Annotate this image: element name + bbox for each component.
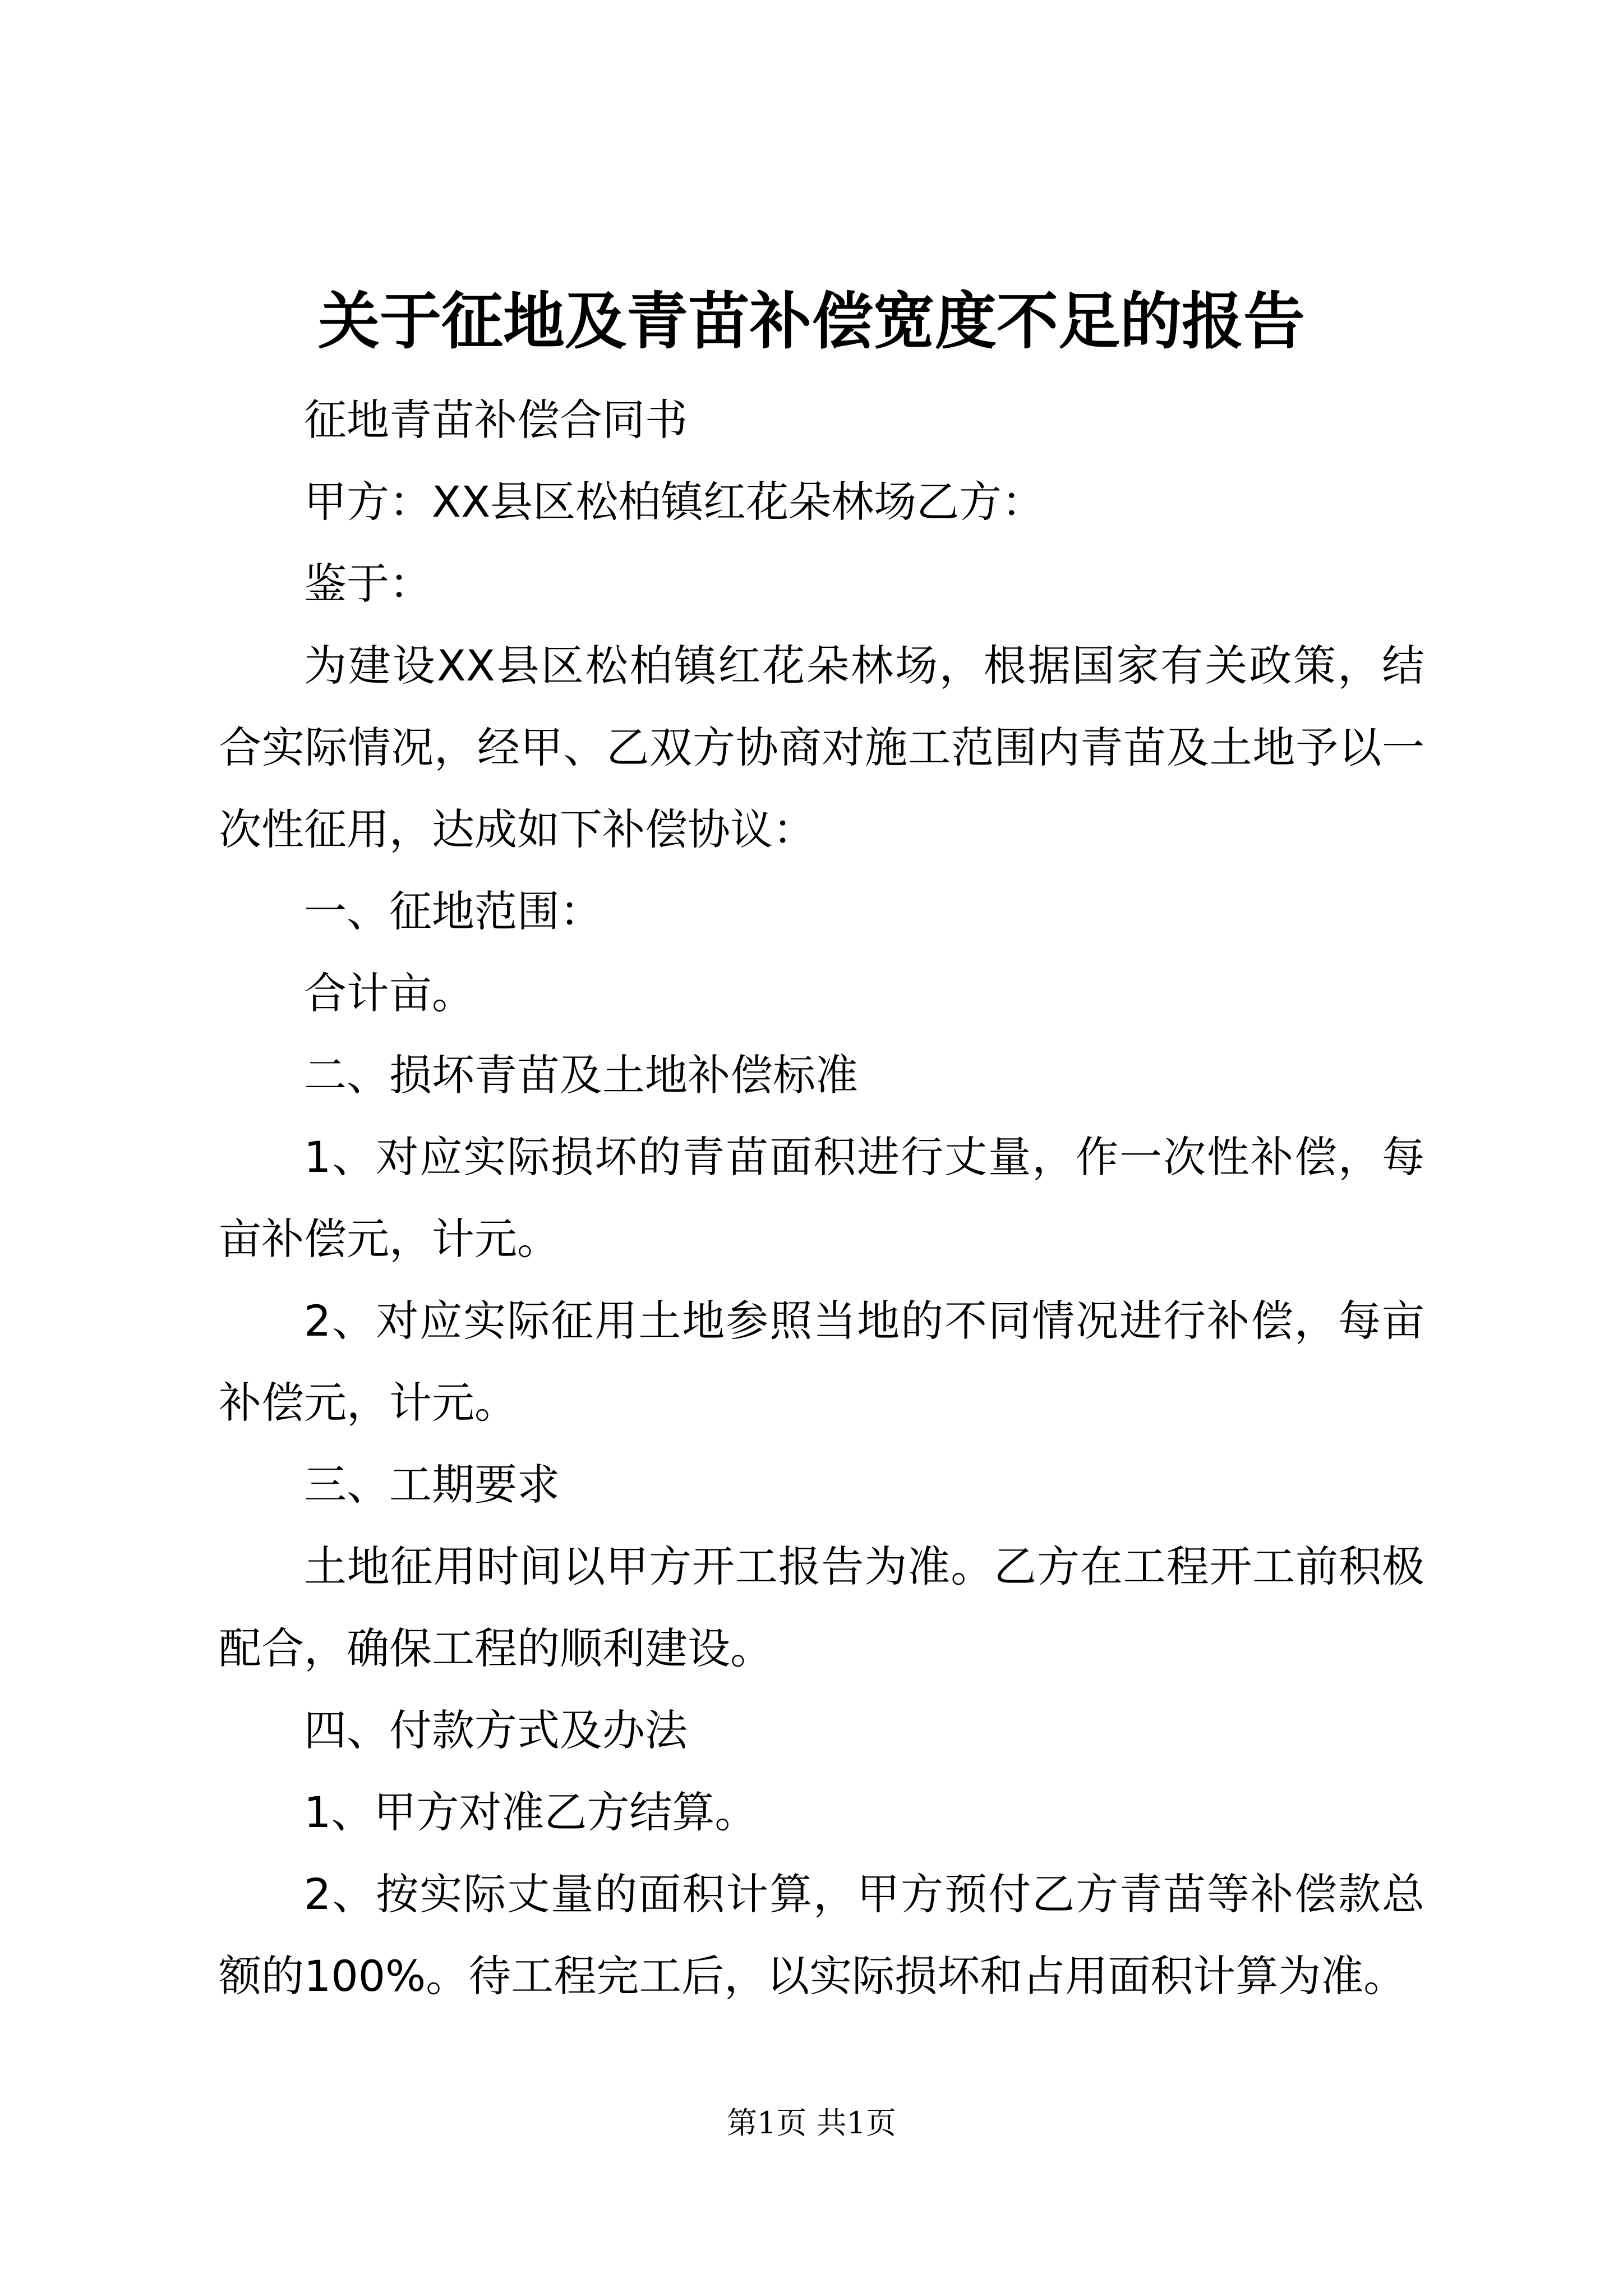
paragraph: 甲方：XX县区松柏镇红花朵林场乙方： — [304, 477, 1045, 527]
page-footer: 第1页 共1页 — [727, 2105, 896, 2141]
paragraph: 鉴于： — [304, 559, 432, 609]
paragraph: 一、征地范围： — [304, 886, 602, 936]
paragraph: 合计亩。 — [304, 968, 474, 1018]
paragraph: 土地征用时间以甲方开工报告为准。乙方在工程开工前积极配合，确保工程的顺利建设。 — [219, 1542, 1424, 1673]
paragraph: 1、对应实际损坏的青苗面积进行丈量，作一次性补偿，每亩补偿元，计元。 — [219, 1132, 1424, 1264]
paragraph: 2、按实际丈量的面积计算，甲方预付乙方青苗等补偿款总额的100%。待工程完工后，以实际损坏和占用面积计算为准。 — [219, 1869, 1424, 2001]
document-title: 关于征地及青苗补偿宽度不足的报告 — [318, 285, 1305, 357]
paragraph: 征地青苗补偿合同书 — [304, 395, 688, 445]
paragraph: 二、损坏青苗及土地补偿标准 — [304, 1050, 858, 1100]
paragraph: 为建设XX县区松柏镇红花朵林场，根据国家有关政策，结合实际情况，经甲、乙双方协商对施工范围内青苗及土地予以一次性征用，达成如下补偿协议： — [219, 641, 1424, 854]
paragraph: 三、工期要求 — [304, 1460, 560, 1510]
document-body — [219, 379, 1424, 2017]
paragraph: 四、付款方式及办法 — [304, 1705, 688, 1755]
paragraph: 2、对应实际征用土地参照当地的不同情况进行补偿，每亩补偿元，计元。 — [219, 1296, 1424, 1428]
paragraph: 1、甲方对准乙方结算。 — [304, 1787, 758, 1837]
